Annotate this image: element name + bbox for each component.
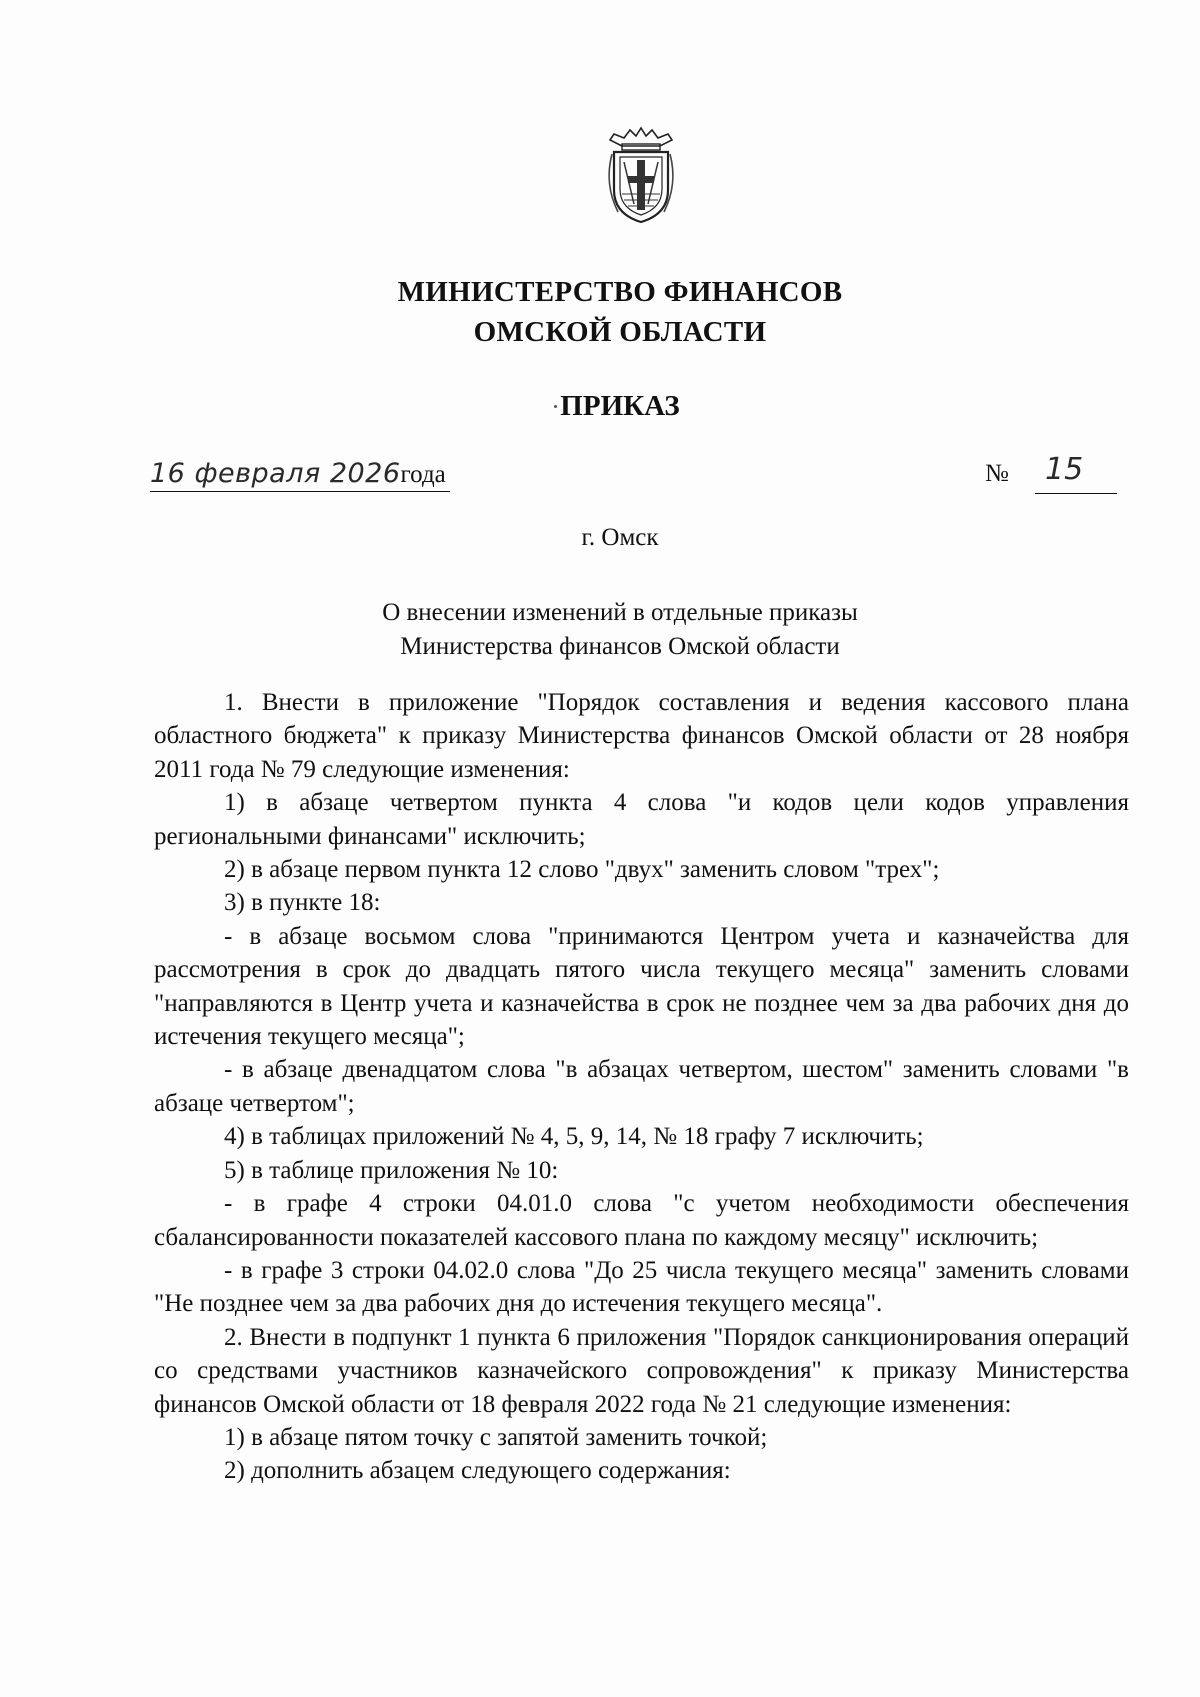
body-paragraph: 2) дополнить абзацем следующего содержания: [224,1457,731,1485]
body-paragraph: 3) в пункте 18: [224,889,381,917]
number-label: № [985,460,1009,487]
body-paragraph: 2) в абзаце первом пункта 12 слово "двух" заменить словом "трех"; [224,856,940,884]
subject-line-1: О внесении изменений в отдельные приказы [382,599,858,626]
body-paragraph: - в графе 4 строки 04.01.0 слова "с учетом необходимости обеспечения сбалансированности показателей кассового плана по каждому месяцу" исключить; [154,1190,1129,1251]
ministry-name [360,272,880,352]
order-date [150,458,446,498]
number-handwritten: 15 [1045,452,1084,487]
omsk-coat-of-arms-icon [600,124,682,224]
body-paragraph: 1) в абзаце пятом точку с запятой заменить точкой; [224,1423,768,1451]
body-paragraph: 4) в таблицах приложений № 4, 5, 9, 14, № 18 графу 7 исключить; [224,1123,924,1151]
body-paragraph: - в абзаце двенадцатом слова "в абзацах четвертом, шестом" заменить словами "в абзаце четвертом"; [154,1056,1129,1117]
ministry-line-2: ОМСКОЙ ОБЛАСТИ [473,316,767,348]
doc-type-title: ПРИКАЗ [560,390,680,422]
date-handwritten: 16 февраля 2026 [150,458,401,489]
body-paragraph: 5) в таблице приложения № 10: [224,1156,559,1184]
order-body [154,686,1129,1488]
body-paragraph: 1) в абзаце четвертом пункта 4 слова "и кодов цели кодов управления региональными финансами" исключить; [154,789,1129,850]
date-underline [150,491,450,492]
order-number [985,452,1084,500]
subject-line-2: Министерства финансов Омской области [400,633,840,660]
ministry-line-1: МИНИСТЕРСТВО ФИНАНСОВ [397,276,843,308]
body-paragraph: - в графе 3 строки 04.02.0 слова "До 25 числа текущего месяца" заменить словами "Не позднее чем за два рабочих дня до истечения текущего месяца". [154,1256,1129,1318]
body-paragraph: 1. Внести в приложение "Порядок составления и ведения кассового плана областного бюджета" к приказу Министерства финансов Омской области от 28 ноября 2011 года № 79 следующие изменения: [154,689,1129,783]
city: г. Омск [581,524,659,551]
order-subject [320,596,920,664]
body-paragraph: - в абзаце восьмом слова "принимаются Центром учета и казначейства для рассмотрения в срок до двадцать пятого числа текущего месяца" заменить словами "направляются в Центр учета и казначейства в срок не позднее чем за два рабочих дня до истечения текущего месяца"; [154,922,1129,1051]
body-paragraph: 2. Внести в подпункт 1 пункта 6 приложения "Порядок санкционирования операций со средствами участников казначейского сопровождения" к приказу Министерства финансов Омской области от 18 февраля 2022 года № 21 следующие изменения: [154,1323,1129,1418]
number-underline [1035,493,1117,494]
date-suffix: года [400,461,446,488]
